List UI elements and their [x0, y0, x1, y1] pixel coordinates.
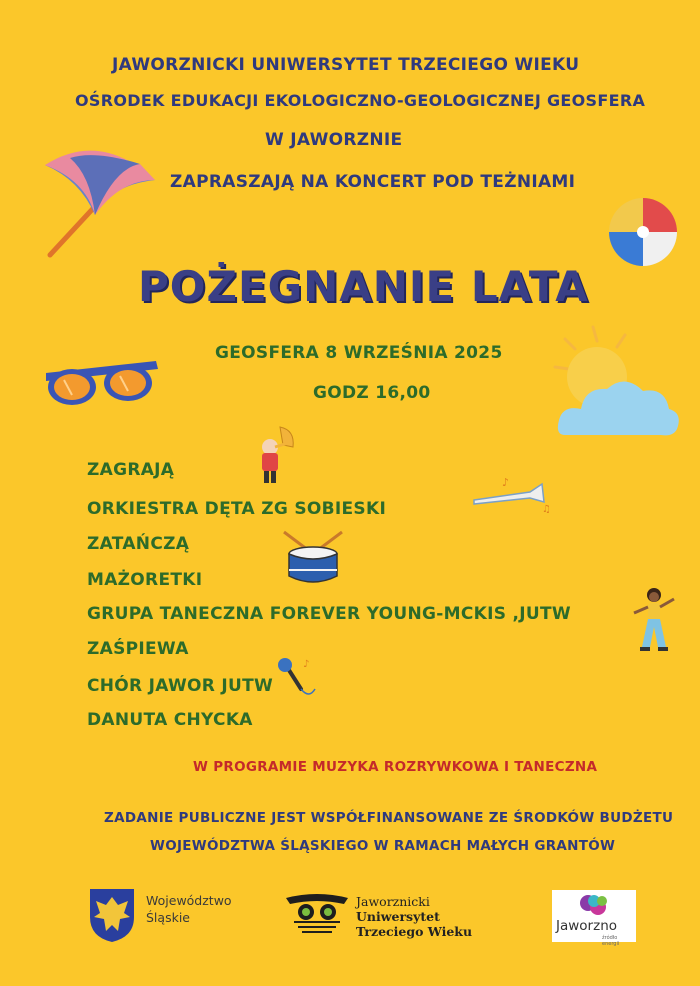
- program-item: MAŻORETKI: [87, 570, 203, 590]
- program-item: DANUTA CHYCKA: [87, 710, 253, 730]
- beach-ball-icon: [607, 196, 679, 268]
- program-item: CHÓR JAWOR JUTW: [87, 676, 274, 696]
- trumpet-player-icon: [255, 425, 300, 485]
- svg-text:♫: ♫: [542, 504, 551, 515]
- event-place-date: GEOSFERA 8 WRZEŚNIA 2025: [215, 343, 503, 363]
- program-item: ZATAŃCZĄ: [87, 534, 190, 554]
- jaworzno-logo-icon: [576, 893, 612, 919]
- svg-text:♪: ♪: [502, 476, 510, 489]
- header-line-4: ZAPRASZAJĄ NA KONCERT POD TEŻNIAMI: [170, 172, 576, 192]
- funding-line-1: ZADANIE PUBLICZNE JEST WSPÓŁFINANSOWANE ZE ŚRODKÓW BUDŻETU: [104, 810, 674, 826]
- silesia-logo-line-1: Województwo: [146, 893, 232, 908]
- program-note: W PROGRAMIE MUZYKA ROZRYWKOWA I TANECZNA: [193, 759, 598, 775]
- program-item: ZAGRAJĄ: [87, 460, 175, 480]
- event-time: GODZ 16,00: [313, 383, 431, 403]
- event-title: POŻEGNANIE LATA: [138, 262, 589, 311]
- header-line-2: OŚRODEK EDUKACJI EKOLOGICZNO-GEOLOGICZNEJ GEOSFERA: [75, 91, 646, 110]
- program-item: ZAŚPIEWA: [87, 639, 189, 659]
- drum-icon: [278, 530, 348, 588]
- sun-cloud-icon: [545, 325, 685, 445]
- clarinet-icon: [470, 472, 551, 515]
- microphone-icon: [275, 655, 320, 700]
- program-item: ORKIESTRA DĘTA ZG SOBIESKI: [87, 499, 387, 519]
- jutw-logo-line-2: Uniwersytet: [356, 909, 440, 924]
- jaworzno-logo-text: Jaworzno: [556, 918, 618, 934]
- owl-logo-icon: [284, 892, 350, 934]
- jaworzno-logo-tagline: źródło energii: [602, 935, 620, 947]
- header-line-3: W JAWORZNIE: [265, 130, 403, 150]
- jutw-logo-line-3: Trzeciego Wieku: [356, 924, 473, 939]
- header-line-1: JAWORZNICKI UNIWERSYTET TRZECIEGO WIEKU: [112, 55, 580, 75]
- umbrella-icon: [40, 140, 160, 265]
- eagle-crest-icon: [88, 887, 136, 943]
- svg-text:♪: ♪: [303, 659, 310, 670]
- jaworzno-logo: [552, 890, 636, 947]
- jutw-logo-line-1: Jaworznicki: [356, 894, 430, 909]
- silesia-logo-line-2: Śląskie: [146, 910, 190, 925]
- funding-line-2: WOJEWÓDZTWA ŚLĄSKIEGO W RAMACH MAŁYCH GRANTÓW: [150, 838, 616, 854]
- sunglasses-icon: [42, 355, 160, 413]
- program-item: GRUPA TANECZNA FOREVER YOUNG-MCKIS ,JUTW: [87, 604, 571, 624]
- dancer-icon: [630, 585, 678, 657]
